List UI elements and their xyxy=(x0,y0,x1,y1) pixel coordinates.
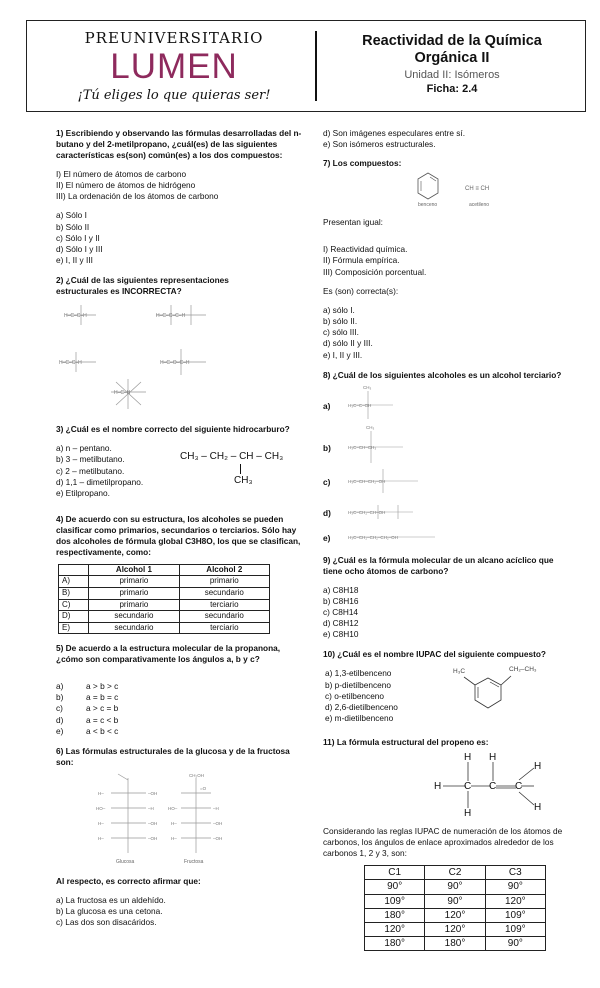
svg-text:H₃C–CH₂–CH–OH: H₃C–CH₂–CH–OH xyxy=(348,509,386,515)
svg-text:H–: H– xyxy=(171,835,177,841)
q4-cell: primario xyxy=(89,587,179,599)
q7-item: II) Fórmula empírica. xyxy=(323,255,400,266)
q9-option: b) C8H16 xyxy=(323,595,359,606)
table-row xyxy=(59,611,270,623)
table-row xyxy=(365,880,546,894)
q8-alcohol-figures xyxy=(323,381,573,546)
q2-structures xyxy=(56,297,306,415)
q8-letter: e) xyxy=(323,532,331,543)
svg-text:H–: H– xyxy=(98,790,104,796)
q11-cell: 109° xyxy=(365,894,425,908)
atom-h: H xyxy=(489,752,497,764)
title-line-2: Orgánica II xyxy=(414,50,490,67)
q11-cell: 180° xyxy=(365,908,425,922)
q10-left-group: H₃C xyxy=(453,668,466,676)
svg-text:H₃C–CH–CH₂–OH: H₃C–CH–CH₂–OH xyxy=(348,478,386,484)
q3-option: d) 1,1 – dimetilpropano. xyxy=(56,476,144,487)
benzene-label: benceno xyxy=(418,202,438,209)
q5-option xyxy=(56,703,306,714)
left-column xyxy=(56,128,306,937)
acetylene-label: acetileno xyxy=(469,202,490,209)
question-11 xyxy=(323,737,573,951)
atom-h: H xyxy=(434,781,442,793)
q11-header: C3 xyxy=(485,866,545,880)
q4-cell: terciario xyxy=(179,599,269,611)
q10-option: b) p-dietilbenceno xyxy=(325,679,391,690)
svg-text:H–C–C–H: H–C–C–H xyxy=(59,360,82,367)
table-row xyxy=(365,894,546,908)
q5-value: a = c < b xyxy=(86,714,119,725)
q7-text: 7) Los compuestos: xyxy=(323,158,402,169)
q4-header: Alcohol 1 xyxy=(89,564,179,576)
question-9 xyxy=(323,555,573,641)
q11-cell: 180° xyxy=(365,937,425,951)
fructose-label: Fructosa xyxy=(184,858,204,865)
q5-value: a = b = c xyxy=(86,692,119,703)
svg-text:H–C–C–C–H: H–C–C–C–H xyxy=(156,313,186,320)
svg-text:–H: –H xyxy=(148,805,154,811)
q4-cell: D) xyxy=(59,611,89,623)
q8-options xyxy=(323,381,573,546)
q1-item: II) El número de átomos de hidrógeno xyxy=(56,180,196,190)
svg-text:HO–: HO– xyxy=(168,805,178,811)
svg-text:–OH: –OH xyxy=(148,790,158,796)
q4-header xyxy=(59,564,89,576)
q7-figure xyxy=(323,169,573,209)
q11-text: 11) La fórmula estructural del propeno es: xyxy=(323,737,489,748)
svg-text:–OH: –OH xyxy=(213,835,223,841)
svg-text:H–C–H: H–C–H xyxy=(114,390,131,397)
q11-propene xyxy=(323,748,573,818)
q7-lead: Presentan igual: xyxy=(323,217,383,228)
q11-table xyxy=(364,865,546,951)
q1-text: 1) Escribiendo y observando las fórmulas desarrolladas del n-butano y del 2-metilpropano, ¿cuál(es) de las siguientes características es(son) común(es) a los dos compuestos: xyxy=(56,128,302,160)
table-row xyxy=(59,587,270,599)
q1-item: III) La ordenación de los átomos de carbono xyxy=(56,191,219,202)
q3-option: a) n – pentano. xyxy=(56,443,112,454)
atom-c: C xyxy=(464,781,472,793)
q8-letter: d) xyxy=(323,507,331,518)
svg-text:H–: H– xyxy=(98,820,104,826)
svg-text:H–: H– xyxy=(171,820,177,826)
q6-option: b) La glucosa es una cetona. xyxy=(56,905,163,916)
table-row xyxy=(59,622,270,634)
q2-structures-figure xyxy=(56,297,306,415)
svg-text:CH₂OH: CH₂OH xyxy=(189,772,204,778)
q5-value: a > b > c xyxy=(86,681,119,692)
svg-text:=O: =O xyxy=(200,785,207,791)
q1-option: b) Sólo II xyxy=(56,221,90,232)
right-column xyxy=(323,128,573,960)
svg-text:H₃C–CH₂–CH₂–CH₂–OH: H₃C–CH₂–CH₂–CH₂–OH xyxy=(348,534,398,540)
question-8 xyxy=(323,370,573,546)
q10-option: e) m-dietilbenceno xyxy=(325,713,394,724)
q3-option: c) 2 – metilbutano. xyxy=(56,465,125,476)
q4-cell: E) xyxy=(59,622,89,634)
q4-cell: primario xyxy=(179,576,269,588)
svg-text:HO–: HO– xyxy=(96,805,106,811)
q6-prompt: Al respecto, es correcto afirmar que: xyxy=(56,875,201,886)
q3-formula: CH₃ – CH₂ – CH – CH₃ xyxy=(180,451,284,463)
q11-cell: 120° xyxy=(485,894,545,908)
question-1 xyxy=(56,128,306,266)
q6-sugar-figure xyxy=(56,768,306,868)
svg-text:H–: H– xyxy=(98,835,104,841)
q5-letter: b) xyxy=(56,692,64,703)
question-4 xyxy=(56,514,306,634)
svg-text:–OH: –OH xyxy=(213,820,223,826)
q11-cell: 120° xyxy=(425,908,485,922)
q11-cell: 90° xyxy=(425,894,485,908)
q4-table xyxy=(58,564,270,634)
q4-cell: secundario xyxy=(179,611,269,623)
page-header xyxy=(26,20,586,112)
q6-option: c) Las dos son disacáridos. xyxy=(56,917,157,928)
table-row xyxy=(365,937,546,951)
atom-c: C xyxy=(515,781,523,793)
q3-text: 3) ¿Cuál es el nombre correcto del siguiente hidrocarburo? xyxy=(56,424,290,435)
q11-cell: 109° xyxy=(485,908,545,922)
atom-h: H xyxy=(464,808,472,820)
svg-text:H₃C–C–OH: H₃C–C–OH xyxy=(348,402,372,408)
title-box xyxy=(327,33,577,97)
svg-text:H–C–O–C–H: H–C–O–C–H xyxy=(160,360,190,367)
q4-cell: secundario xyxy=(89,622,179,634)
q11-cell: 90° xyxy=(485,880,545,894)
q11-cell: 109° xyxy=(485,922,545,936)
q9-option: d) C8H12 xyxy=(323,618,359,629)
q11-body: Considerando las reglas IUPAC de numeración de los átomos de carbonos, los ángulos de enlace aproximados alrededor de los carbonos 1, 2 y 3, son: xyxy=(323,826,563,859)
question-6 xyxy=(56,746,306,928)
q5-text: 5) De acuerdo a la estructura molecular de la propanona, ¿cómo son comparativamente los ángulos a, b y c? xyxy=(56,643,281,665)
q10-option: d) 2,6-dietilbenceno xyxy=(325,701,398,712)
q3-branch-bond xyxy=(240,464,241,474)
brand-top: PREUNIVERSITARIO xyxy=(84,29,264,47)
q3-option: e) Etilpropano. xyxy=(56,487,110,498)
q5-option xyxy=(56,681,306,692)
svg-text:CH₃: CH₃ xyxy=(363,384,372,390)
q4-header: Alcohol 2 xyxy=(179,564,269,576)
q5-option xyxy=(56,692,306,703)
q11-cell: 180° xyxy=(425,937,485,951)
atom-h: H xyxy=(534,761,542,773)
q3-option: b) 3 – metilbutano. xyxy=(56,454,125,465)
q11-cell: 120° xyxy=(425,922,485,936)
q8-text: 8) ¿Cuál de los siguientes alcoholes es un alcohol terciario? xyxy=(323,369,562,380)
question-7 xyxy=(323,158,573,360)
q9-option: a) C8H18 xyxy=(323,584,359,595)
q9-text: 9) ¿Cuál es la fórmula molecular de un alcano acíclico que tiene ocho átomos de carbono? xyxy=(323,554,554,576)
q4-cell: secundario xyxy=(89,611,179,623)
q5-value: a > c = b xyxy=(86,703,119,714)
q10-right-group: CH₂–CH₃ xyxy=(509,666,537,674)
brand-slogan: ¡Tú eliges lo que quieras ser! xyxy=(77,87,271,103)
q6-text: 6) Las fórmulas estructurales de la glucosa y de la fructosa son: xyxy=(56,745,290,767)
question-5 xyxy=(56,643,306,737)
svg-text:H–C–C–H: H–C–C–H xyxy=(64,313,87,320)
q1-item: I) El número de átomos de carbono xyxy=(56,168,187,179)
brand-name: LUMEN xyxy=(110,46,238,86)
q9-option: e) C8H10 xyxy=(323,629,359,640)
svg-text:H₃C–CH–CH₃: H₃C–CH–CH₃ xyxy=(348,444,377,450)
svg-text:CH₃: CH₃ xyxy=(366,424,375,430)
q11-header: C2 xyxy=(425,866,485,880)
q4-cell: terciario xyxy=(179,622,269,634)
q8-letter: a) xyxy=(323,400,331,411)
q6-option: a) La fructosa es un aldehído. xyxy=(56,894,166,905)
q4-text: 4) De acuerdo con su estructura, los alcoholes se pueden clasificar como primarios, secundarios o terciarios. Sólo hay dos alcoholes de fórmula global C3H8O, los que se clasifican, respectivamente, como: xyxy=(56,514,301,557)
q4-cell: A) xyxy=(59,576,89,588)
q7-option: c) sólo III. xyxy=(323,327,359,338)
q2-text: 2) ¿Cuál de las siguientes representaciones estructurales es INCORRECTA? xyxy=(56,275,229,297)
table-row xyxy=(59,599,270,611)
q5-value: a < b < c xyxy=(86,725,119,736)
table-row xyxy=(365,908,546,922)
q7-option: d) sólo II y III. xyxy=(323,338,373,349)
q1-option: c) Sólo I y II xyxy=(56,232,100,243)
q5-letter: e) xyxy=(56,725,64,736)
svg-text:–OH: –OH xyxy=(148,820,158,826)
question-2 xyxy=(56,275,306,415)
q11-cell: 90° xyxy=(365,880,425,894)
question-3 xyxy=(56,424,306,505)
q1-option: e) I, II y III xyxy=(56,255,93,266)
table-row xyxy=(365,922,546,936)
q5-option xyxy=(56,715,306,726)
table-row xyxy=(59,576,270,588)
unit-label: Unidad II: Isómeros xyxy=(404,68,500,81)
q3-branch: CH₃ xyxy=(234,475,253,487)
header-divider xyxy=(315,31,317,101)
question-10 xyxy=(323,649,573,728)
svg-text:–OH: –OH xyxy=(148,835,158,841)
q7-item: III) Composición porcentual. xyxy=(323,266,427,277)
q4-cell: B) xyxy=(59,587,89,599)
atom-h: H xyxy=(534,802,542,814)
q10-text: 10) ¿Cuál es el nombre IUPAC del siguiente compuesto? xyxy=(323,649,546,660)
q10-option: c) o-etilbenceno xyxy=(325,690,385,701)
q1-option: a) Sólo I xyxy=(56,210,87,221)
q7-option: b) sólo II. xyxy=(323,315,358,326)
glucose-label: Glucosa xyxy=(116,858,135,865)
q5-letter: d) xyxy=(56,714,64,725)
q10-option: a) 1,3-etilbenceno xyxy=(325,668,392,679)
q7-option: e) I, II y III. xyxy=(323,349,363,360)
q6-structures xyxy=(56,768,306,868)
acetylene-formula: CH ≡ CH xyxy=(465,186,490,193)
atom-c: C xyxy=(489,781,497,793)
svg-text:–H: –H xyxy=(213,805,219,811)
q6-option: e) Son isómeros estructurales. xyxy=(323,139,436,150)
q6-option: d) Son imágenes especulares entre sí. xyxy=(323,128,466,138)
q8-letter: c) xyxy=(323,476,331,487)
ficha-label: Ficha: 2.4 xyxy=(426,83,478,96)
q7-question: Es (son) correcta(s): xyxy=(323,285,399,296)
q5-letter: c) xyxy=(56,703,63,714)
q5-option xyxy=(56,726,306,737)
q11-cell: 90° xyxy=(425,880,485,894)
q4-cell: primario xyxy=(89,576,179,588)
q9-option: c) C8H14 xyxy=(323,606,359,617)
q11-header: C1 xyxy=(365,866,425,880)
atom-h: H xyxy=(464,752,472,764)
brand-logo xyxy=(39,29,309,104)
q4-cell: primario xyxy=(89,599,179,611)
q7-item: I) Reactividad química. xyxy=(323,244,408,255)
q11-cell: 90° xyxy=(485,937,545,951)
q10-molecule xyxy=(323,668,573,728)
q5-letter: a) xyxy=(56,681,64,692)
q1-option: d) Sólo I y III xyxy=(56,243,103,254)
q7-option: a) sólo I. xyxy=(323,304,355,315)
q4-cell: secundario xyxy=(179,587,269,599)
q4-cell: C) xyxy=(59,599,89,611)
q8-letter: b) xyxy=(323,442,331,453)
title-line-1: Reactividad de la Química xyxy=(362,33,542,49)
q11-cell: 120° xyxy=(365,922,425,936)
